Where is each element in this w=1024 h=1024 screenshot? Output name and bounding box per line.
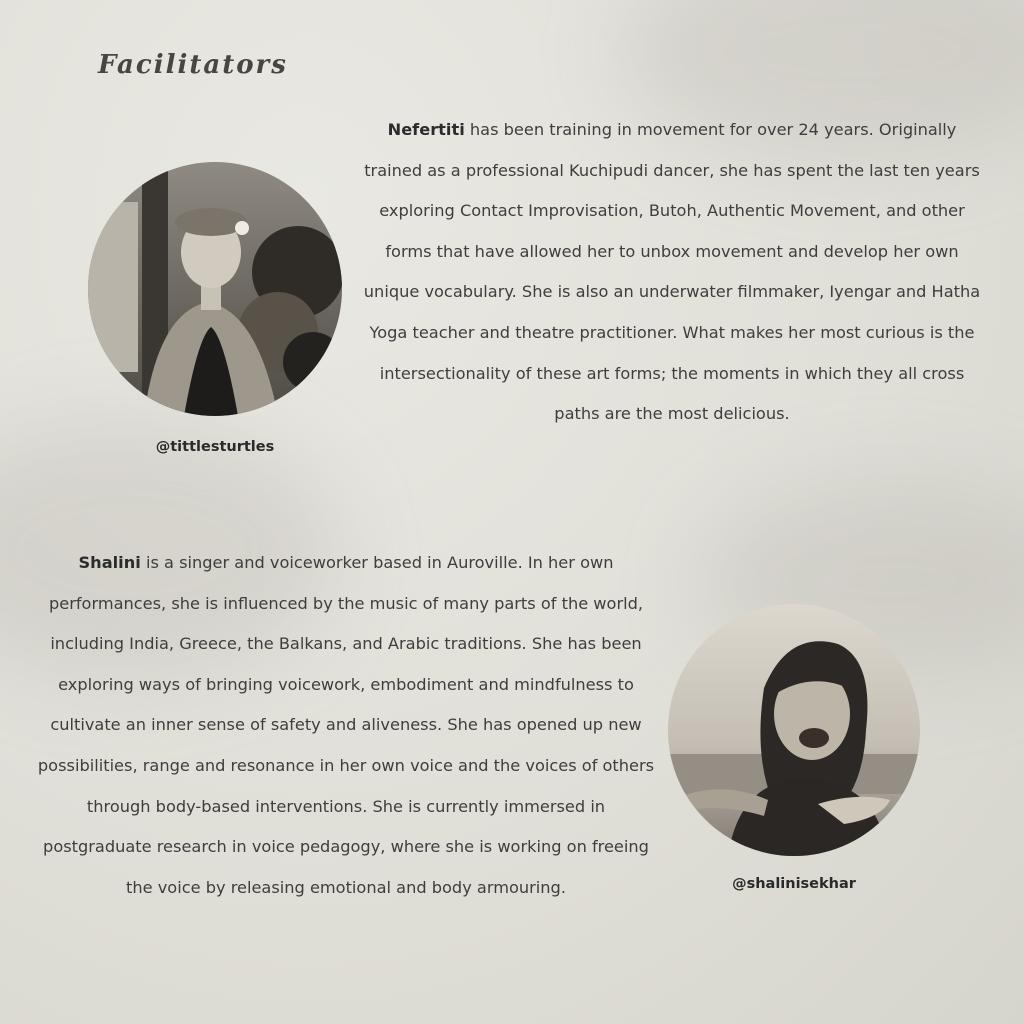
facilitator-bio-text: is a singer and voiceworker based in Auroville. In her own performances, she is influenced by the music of many parts of the world, including India, Greece, the Balkans, and Arabic traditions. She has been exploring ways of bringing voicework, embodiment and mindfulness to cultivate an inner sense of safety and aliveness. She has opened up new possibilities, range and resonance in her own voice and the voices of others through body-based interventions. She is currently immersed in postgraduate research in voice pedagogy, where she is working on freeing the voice by releasing emotional and body armouring. (37, 553, 655, 897)
facilitator-handle-nefertiti: @tittlesturtles (155, 439, 275, 455)
facilitator-bio-nefertiti (358, 110, 986, 435)
page-title: Facilitators (98, 50, 288, 80)
facilitator-name: Nefertiti (387, 120, 465, 139)
facilitator-photo-shalini (668, 604, 920, 856)
facilitator-name: Shalini (78, 553, 141, 572)
facilitator-photo-nefertiti (88, 162, 342, 416)
facilitator-bio-text: has been training in movement for over 24 years. Originally trained as a professional Kuchipudi dancer, she has spent the last ten years exploring Contact Improvisation, Butoh, Authentic Movement, and other forms that have allowed her to unbox movement and develop her own unique vocabulary. She is also an underwater filmmaker, Iyengar and Hatha Yoga teacher and theatre practitioner. What makes her most curious is the intersectionality of these art forms; the moments in which they all cross paths are the most delicious. (363, 120, 981, 424)
facilitator-bio-shalini (36, 543, 656, 908)
facilitator-handle-shalini: @shalinisekhar (732, 876, 856, 892)
